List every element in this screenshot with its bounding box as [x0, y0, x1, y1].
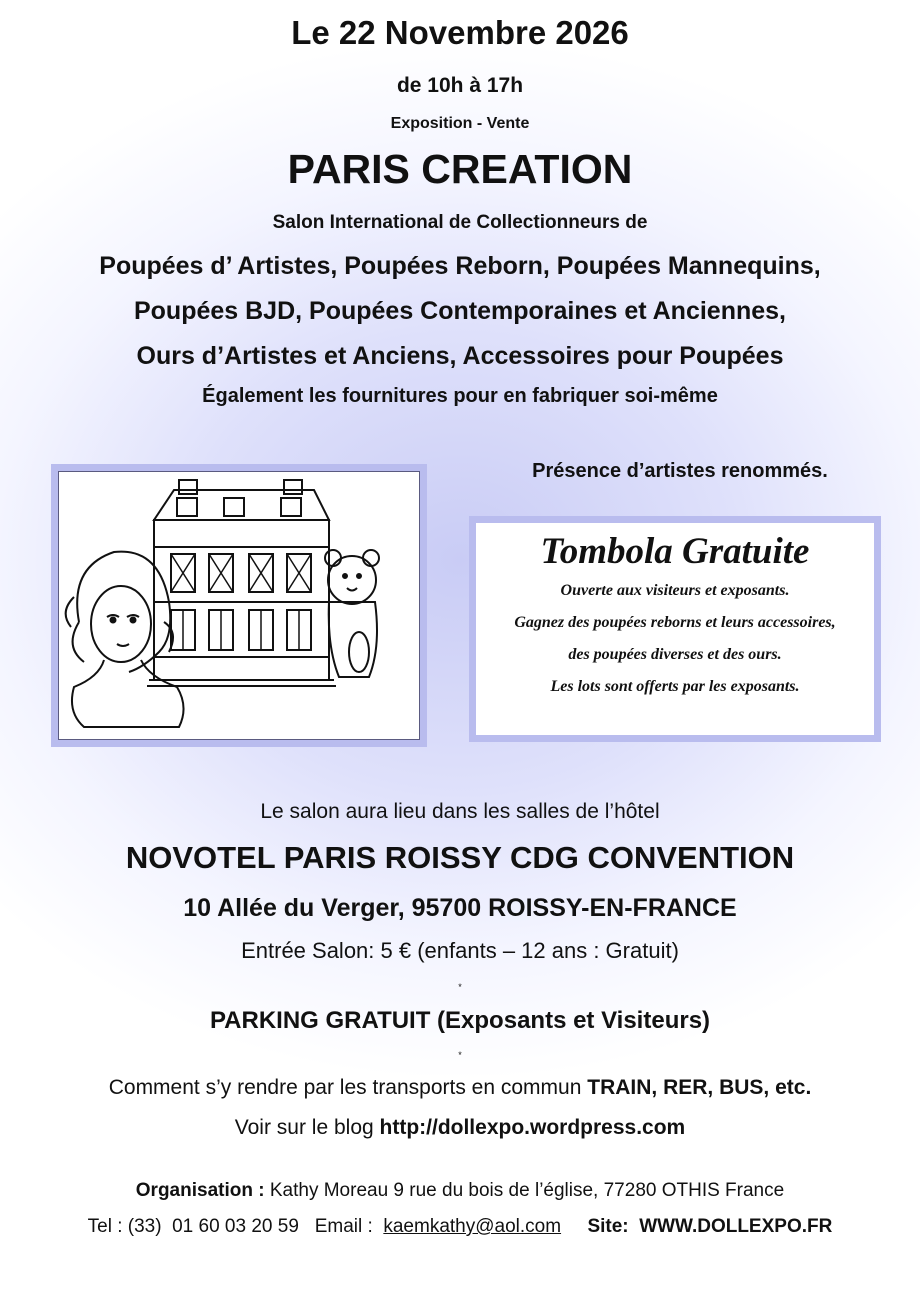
separator-star: *: [458, 982, 462, 992]
artists-presence: Présence d’artistes renommés.: [532, 460, 828, 482]
contact-tel: Tel : (33) 01 60 03 20 59 Email :: [87, 1216, 384, 1237]
illustration-frame: [51, 464, 427, 747]
event-date: Le 22 Novembre 2026: [291, 14, 629, 51]
tombola-content: [476, 523, 874, 735]
event-hours: de 10h à 17h: [396, 74, 524, 97]
category-line: Poupées BJD, Poupées Contemporaines et Anciennes,: [133, 297, 786, 325]
tombola-line: Gagnez des poupées reborns et leurs accessoires,: [514, 614, 836, 631]
category-line: Poupées d’ Artistes, Poupées Reborn, Poupées Mannequins,: [99, 252, 821, 280]
supplies-line: Également les fournitures pour en fabriquer soi-même: [202, 385, 718, 407]
email-link[interactable]: kaemkathy@aol.com: [383, 1216, 562, 1237]
parking-info: PARKING GRATUIT (Exposants et Visiteurs): [209, 1007, 711, 1034]
transport-text: Comment s’y rendre par les transports en commun: [108, 1076, 588, 1099]
organisation-line: [0, 1180, 920, 1202]
site-label: Site:: [561, 1216, 640, 1237]
tombola-line: Les lots sont offerts par les exposants.: [550, 678, 800, 695]
blog-link[interactable]: http://dollexpo.wordpress.com: [379, 1116, 686, 1139]
tombola-line: Ouverte aux visiteurs et exposants.: [560, 582, 790, 599]
transport-modes: TRAIN, RER, BUS, etc.: [587, 1076, 812, 1099]
tombola-line: des poupées diverses et des ours.: [568, 646, 782, 663]
site-link[interactable]: WWW.DOLLEXPO.FR: [639, 1216, 833, 1237]
category-line: Ours d’Artistes et Anciens, Accessoires pour Poupées: [136, 342, 784, 370]
tombola-box: [469, 516, 881, 742]
event-title: PARIS CREATION: [287, 146, 633, 192]
salon-subtitle: Salon International de Collectionneurs de: [272, 212, 648, 233]
organisation-details: Kathy Moreau 9 rue du bois de l’église, 77280 OTHIS France: [269, 1180, 785, 1201]
contact-line: [0, 1216, 920, 1238]
organisation-label: Organisation :: [135, 1180, 270, 1201]
venue-address: 10 Allée du Verger, 95700 ROISSY-EN-FRANCE: [183, 894, 737, 922]
blog-line: [0, 1116, 920, 1140]
doll-house-illustration: [58, 471, 420, 740]
hotel-name: NOVOTEL PARIS ROISSY CDG CONVENTION: [125, 840, 795, 875]
event-type: Exposition - Vente: [390, 115, 530, 132]
tombola-title: Tombola Gratuite: [540, 531, 810, 572]
blog-text: Voir sur le blog: [234, 1116, 380, 1139]
entry-fee: Entrée Salon: 5 € (enfants – 12 ans : Gratuit): [241, 938, 679, 963]
venue-intro: Le salon aura lieu dans les salles de l’hôtel: [260, 800, 660, 823]
separator-star: *: [458, 1050, 462, 1060]
transport-line: [0, 1076, 920, 1100]
